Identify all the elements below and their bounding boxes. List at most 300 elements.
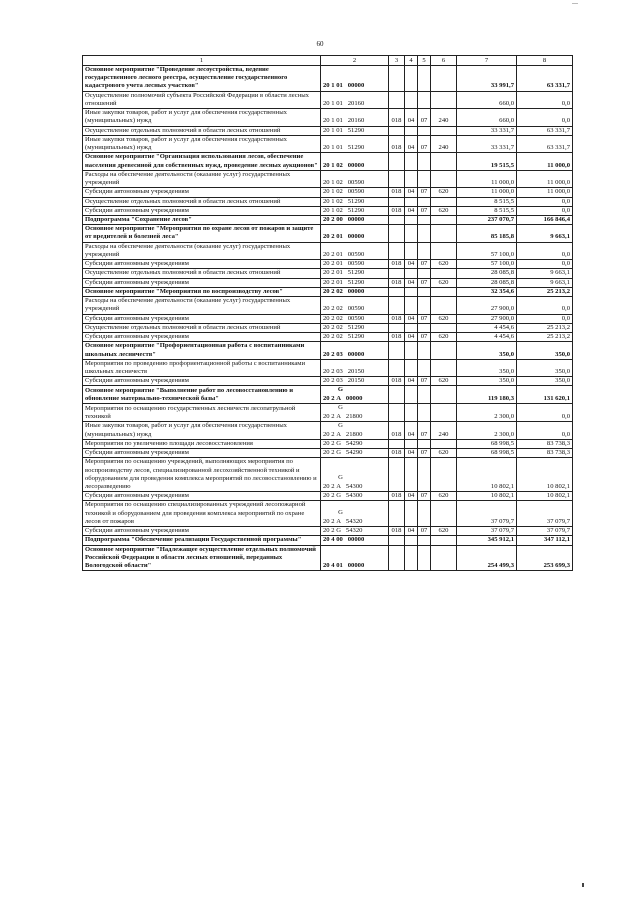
row-col-3: 018 [389,333,405,342]
row-amount-col-7: 33 331,7 [457,126,517,135]
row-col-4 [405,66,418,92]
row-code-part: 20 [323,117,330,125]
row-name: Основное мероприятие "Мероприятия по охране лесов от пожаров и защите от вредителей и болезней леса" [83,225,321,242]
row-amount-col-8: 0,0 [517,297,573,314]
row-code [321,197,389,206]
row-col-6 [431,439,457,448]
row-name: Основное мероприятие "Мероприятия по воспроизводству лесов" [83,287,321,296]
header-col-3: 3 [389,56,405,66]
row-code-part: 20160 [347,117,365,125]
header-col-1: 1 [83,56,321,66]
row-code-part: A [336,395,341,402]
row-amount-col-8: 0,0 [517,91,573,108]
row-name: Субсидии автономным учреждениям [83,377,321,386]
row-code [321,91,389,108]
row-col-4: 04 [405,260,418,269]
row-code [321,278,389,287]
row-code [321,323,389,332]
row-code-part: 2 [331,215,335,223]
row-code-part: 2 [331,492,335,500]
row-code-part: 20 [323,395,330,402]
row-name: Мероприятия по оснащению специализированных учреждений лесопожарной техникой и оборудованием для проведения комплекса мероприятий по охране лесов от пожаров [83,501,321,527]
row-code-part: 20 [323,562,330,570]
row-amount-col-8: 9 663,1 [517,278,573,287]
row-code-part: 4 [331,562,335,570]
row-name: Подпрограмма "Сохранение лесов" [83,215,321,224]
row-code [321,404,389,422]
row-name: Субсидии автономным учреждениям [83,527,321,536]
row-col-6: 620 [431,333,457,342]
row-code-part: A [336,430,341,438]
table-row [83,91,573,108]
row-col-5 [418,170,431,187]
row-col-6 [431,242,457,259]
row-code-part: 00000 [347,82,365,90]
row-name: Иные закупки товаров, работ и услуг для обеспечения государственных (муниципальных) нужд [83,135,321,152]
row-code-part: 20160 [347,99,365,107]
row-amount-col-7: 2 300,0 [457,404,517,422]
row-code [321,206,389,215]
table-row [83,126,573,135]
row-code-part: 01 [336,82,343,90]
row-code-part: 20150 [347,367,365,375]
row-code-part: 1 [331,179,335,187]
table-row [83,323,573,332]
row-col-6: 620 [431,188,457,197]
row-code-part: G [336,492,341,500]
row-col-3: 018 [389,527,405,536]
row-code-part: 20 [323,350,330,358]
row-col-5: 07 [418,527,431,536]
row-col-6 [431,323,457,332]
row-col-6: 620 [431,492,457,501]
row-code-part: 01 [336,233,343,241]
row-code-part: 00000 [347,350,365,358]
row-col-4: 04 [405,333,418,342]
table-row [83,527,573,536]
row-name: Основное мероприятие "Профориентационная работа с воспитанниками школьных лесничеств" [83,342,321,359]
row-code-part: 02 [336,197,343,205]
row-col-6 [431,342,457,359]
row-amount-col-7: 350,0 [457,342,517,359]
row-amount-col-8: 63 331,7 [517,126,573,135]
row-code-part: 00590 [347,314,365,322]
row-name: Субсидии автономным учреждениям [83,278,321,287]
row-col-3 [389,242,405,259]
row-code-part: 2 [331,287,335,295]
row-col-6 [431,197,457,206]
row-amount-col-8: 350,0 [517,359,573,376]
row-col-6 [431,458,457,492]
row-code-part: 02 [336,305,343,313]
table-row [83,422,573,440]
row-code-part: 20150 [347,377,365,385]
row-col-4 [405,386,418,404]
row-col-4 [405,197,418,206]
header-col-8: 8 [517,56,573,66]
row-code-part: 20 [323,215,330,223]
row-code-part: 20 [323,412,330,420]
row-col-3: 018 [389,314,405,323]
table-row [83,225,573,242]
row-amount-col-8: 0,0 [517,206,573,215]
row-amount-col-7: 8 515,5 [457,197,517,206]
row-amount-col-7: 660,0 [457,91,517,108]
row-code-part: 20 [323,333,330,341]
row-col-6 [431,91,457,108]
row-col-5 [418,269,431,278]
row-col-3: 018 [389,278,405,287]
row-amount-col-7: 10 802,1 [457,458,517,492]
row-col-3 [389,170,405,187]
row-col-5: 07 [418,188,431,197]
row-amount-col-7: 27 900,0 [457,314,517,323]
row-code-part: 20 [323,269,330,277]
row-col-6 [431,153,457,170]
row-code-part: 20 [323,233,330,241]
row-code-part: 2 [331,350,335,358]
row-code-part: 54300 [345,483,363,490]
row-col-3: 018 [389,449,405,458]
row-col-5 [418,215,431,224]
scan-artifact-bottom [582,883,584,887]
row-amount-col-8: 11 000,0 [517,153,573,170]
row-col-3 [389,287,405,296]
row-code [321,126,389,135]
row-code-part: 00000 [347,562,365,570]
row-name: Расходы на обеспечение деятельности (оказание услуг) государственных учреждений [83,242,321,259]
table-row [83,66,573,92]
row-col-4 [405,91,418,108]
row-code-part: 00 [336,536,343,544]
row-col-3 [389,536,405,545]
row-col-4: 04 [405,314,418,323]
row-code-part: 2 [331,377,335,385]
row-code-part: 2 [331,527,335,535]
row-code-part: 03 [336,367,343,375]
row-col-3 [389,458,405,492]
row-code-part: 02 [336,206,343,214]
row-code-part: 20 [323,144,330,152]
row-col-5: 07 [418,278,431,287]
row-code-part: 51290 [347,323,365,331]
row-amount-col-8: 9 663,1 [517,269,573,278]
row-code [321,527,389,536]
row-col-4 [405,153,418,170]
row-code-part: 2 [331,412,335,420]
table-body [83,66,573,571]
row-col-3 [389,153,405,170]
row-col-5: 07 [418,260,431,269]
row-code [321,215,389,224]
row-code-part: 1 [331,99,335,107]
table-header-row [83,56,573,66]
row-col-4 [405,545,418,571]
row-amount-col-7: 32 354,6 [457,287,517,296]
row-amount-col-8: 10 802,1 [517,492,573,501]
table-row [83,135,573,152]
row-code-part: 54300 [345,492,363,500]
row-name: Подпрограмма "Обеспечение реализации Государственной программы" [83,536,321,545]
row-col-3: 018 [389,377,405,386]
row-amount-col-8: 0,0 [517,404,573,422]
row-col-3: 018 [389,492,405,501]
row-col-3 [389,545,405,571]
row-code-part: 00000 [347,233,365,241]
row-code-part: 54290 [345,439,363,447]
row-amount-col-8: 350,0 [517,377,573,386]
row-name: Основное мероприятие "Надлежащее осуществление отдельных полномочий Российской Федерации в области лесных отношений, переданных Вологодской области" [83,545,321,571]
row-col-3 [389,404,405,422]
row-col-4 [405,501,418,527]
row-code-part: 20 [323,367,330,375]
row-code [321,66,389,92]
row-name: Основное мероприятие "Организация использования лесов, обеспечение населения древесиной для собственных нужд, проведение лесных аукционов" [83,153,321,170]
row-code-part: 20 [323,206,330,214]
row-col-4: 04 [405,109,418,126]
row-code-part: 2 [331,367,335,375]
table-row [83,109,573,126]
row-amount-col-8: 0,0 [517,314,573,323]
row-amount-col-7: 11 000,0 [457,170,517,187]
row-col-4 [405,323,418,332]
row-col-5: 07 [418,135,431,152]
row-name: Субсидии автономным учреждениям [83,314,321,323]
table-row [83,545,573,571]
row-amount-col-7: 19 515,5 [457,153,517,170]
row-code [321,109,389,126]
row-code-part: 03 [336,377,343,385]
row-code-part: 1 [331,144,335,152]
row-amount-col-8: 0,0 [517,242,573,259]
header-col-7: 7 [457,56,517,66]
row-col-6: 620 [431,206,457,215]
row-code-part: 51290 [347,144,365,152]
row-amount-col-8: 83 738,3 [517,449,573,458]
row-amount-col-8: 25 213,2 [517,333,573,342]
row-amount-col-7: 28 085,8 [457,269,517,278]
row-code-part: 51290 [347,206,365,214]
row-code-part: 1 [331,126,335,134]
row-col-4 [405,297,418,314]
row-code-part: A [336,517,341,525]
row-col-5 [418,439,431,448]
row-name: Расходы на обеспечение деятельности (оказание услуг) государственных учреждений [83,170,321,187]
row-code [321,377,389,386]
row-amount-col-8: 253 699,3 [517,545,573,571]
row-amount-col-7: 2 300,0 [457,422,517,440]
row-amount-col-7: 28 085,8 [457,278,517,287]
row-col-6 [431,287,457,296]
row-col-6 [431,359,457,376]
row-code-part: 2 [331,305,335,313]
row-name: Субсидии автономным учреждениям [83,206,321,215]
row-col-5: 07 [418,333,431,342]
row-col-6: 620 [431,260,457,269]
row-code-part: 01 [336,278,343,286]
row-code-part: 20 [323,449,330,457]
row-col-3 [389,126,405,135]
row-code [321,314,389,323]
row-amount-col-7: 33 331,7 [457,135,517,152]
row-code-part: 20 [323,305,330,313]
row-code-part: 2 [331,260,335,268]
row-code-part: 1 [331,117,335,125]
row-code-part: 2 [331,250,335,258]
row-code-superscript: G [338,509,343,517]
budget-table-container [82,55,572,571]
table-row [83,492,573,501]
row-code-part: 02 [336,188,343,196]
row-name: Мероприятия по увеличению площади лесовосстановления [83,439,321,448]
table-row [83,439,573,448]
row-col-5 [418,225,431,242]
row-code-part: 02 [336,161,343,169]
row-col-6 [431,170,457,187]
row-code-part: 01 [336,269,343,277]
row-amount-col-7: 27 900,0 [457,297,517,314]
row-amount-col-8: 37 079,7 [517,501,573,527]
table-row [83,153,573,170]
row-col-4: 04 [405,449,418,458]
row-col-5: 07 [418,492,431,501]
row-col-3 [389,359,405,376]
row-col-4 [405,458,418,492]
row-code-part: 00000 [347,287,365,295]
row-code [321,287,389,296]
table-row [83,269,573,278]
row-name: Основное мероприятие "Выполнение работ по лесовосстановлению и обновление материально-технической базы" [83,386,321,404]
row-col-4 [405,126,418,135]
row-amount-col-7: 350,0 [457,377,517,386]
row-amount-col-8: 166 846,4 [517,215,573,224]
row-col-5 [418,536,431,545]
row-col-5 [418,126,431,135]
row-code-part: 20 [323,99,330,107]
row-name: Мероприятия по проведению профориентационной работы с воспитанниками школьных лесничеств [83,359,321,376]
row-col-3 [389,197,405,206]
row-code-part: 00000 [345,395,363,402]
row-col-5 [418,153,431,170]
row-col-3 [389,66,405,92]
row-code-part: 1 [331,206,335,214]
row-col-3 [389,342,405,359]
row-code-part: 20 [323,527,330,535]
row-code [321,545,389,571]
row-code-part: 2 [331,449,335,457]
row-code-part: G [336,449,341,457]
row-code [321,492,389,501]
row-code-part: 20 [323,430,330,438]
row-col-3: 018 [389,109,405,126]
row-code [321,260,389,269]
row-code-part: 20 [323,126,330,134]
row-col-6 [431,126,457,135]
row-code-part: 21800 [345,430,363,438]
row-amount-col-7: 37 079,7 [457,501,517,527]
row-col-5 [418,287,431,296]
row-code-part: 51290 [347,269,365,277]
row-col-3 [389,386,405,404]
row-code-part: 54320 [345,527,363,535]
row-code-part: 01 [336,126,343,134]
row-col-6: 620 [431,314,457,323]
row-code-part: 1 [331,161,335,169]
row-col-5 [418,501,431,527]
row-code-part: 01 [336,144,343,152]
table-row [83,449,573,458]
row-code-part: 2 [331,323,335,331]
row-code [321,342,389,359]
table-row [83,386,573,404]
table-row [83,501,573,527]
row-code [321,359,389,376]
row-code-part: 01 [336,117,343,125]
row-amount-col-7: 37 079,7 [457,527,517,536]
row-amount-col-7: 4 454,6 [457,333,517,342]
row-amount-col-8: 37 079,7 [517,527,573,536]
row-col-3 [389,225,405,242]
table-row [83,342,573,359]
row-amount-col-8: 11 000,0 [517,188,573,197]
row-code-superscript: G [338,422,343,430]
row-col-6 [431,66,457,92]
row-code [321,297,389,314]
table-row [83,170,573,187]
row-code [321,242,389,259]
row-col-4 [405,269,418,278]
row-code-part: 1 [331,188,335,196]
row-col-5 [418,91,431,108]
row-code-part: 2 [331,278,335,286]
row-code-part: 01 [336,562,343,570]
header-col-4: 4 [405,56,418,66]
row-col-3 [389,323,405,332]
row-col-5 [418,323,431,332]
row-col-6 [431,215,457,224]
row-col-3 [389,91,405,108]
row-name: Иные закупки товаров, работ и услуг для обеспечения государственных (муниципальных) нужд [83,422,321,440]
row-col-4 [405,536,418,545]
row-code-part: 20 [323,517,330,525]
row-code [321,386,389,404]
row-code-part: 2 [331,395,335,402]
row-col-6: 620 [431,527,457,536]
table-row [83,197,573,206]
row-code [321,135,389,152]
row-col-5 [418,66,431,92]
row-name: Субсидии автономным учреждениям [83,188,321,197]
row-col-4: 04 [405,278,418,287]
header-col-2: 2 [321,56,389,66]
row-code [321,458,389,492]
row-code-part: 02 [336,333,343,341]
row-col-4 [405,287,418,296]
table-row [83,215,573,224]
row-amount-col-7: 237 070,7 [457,215,517,224]
row-amount-col-7: 57 100,0 [457,260,517,269]
row-col-6: 240 [431,135,457,152]
row-code-part: G [336,527,341,535]
row-col-5 [418,242,431,259]
row-code-part: 20 [323,179,330,187]
row-col-5: 07 [418,314,431,323]
row-amount-col-8: 11 000,0 [517,170,573,187]
row-name: Осуществление отдельных полномочий в области лесных отношений [83,269,321,278]
row-col-3: 018 [389,260,405,269]
row-col-6 [431,225,457,242]
table-row [83,314,573,323]
